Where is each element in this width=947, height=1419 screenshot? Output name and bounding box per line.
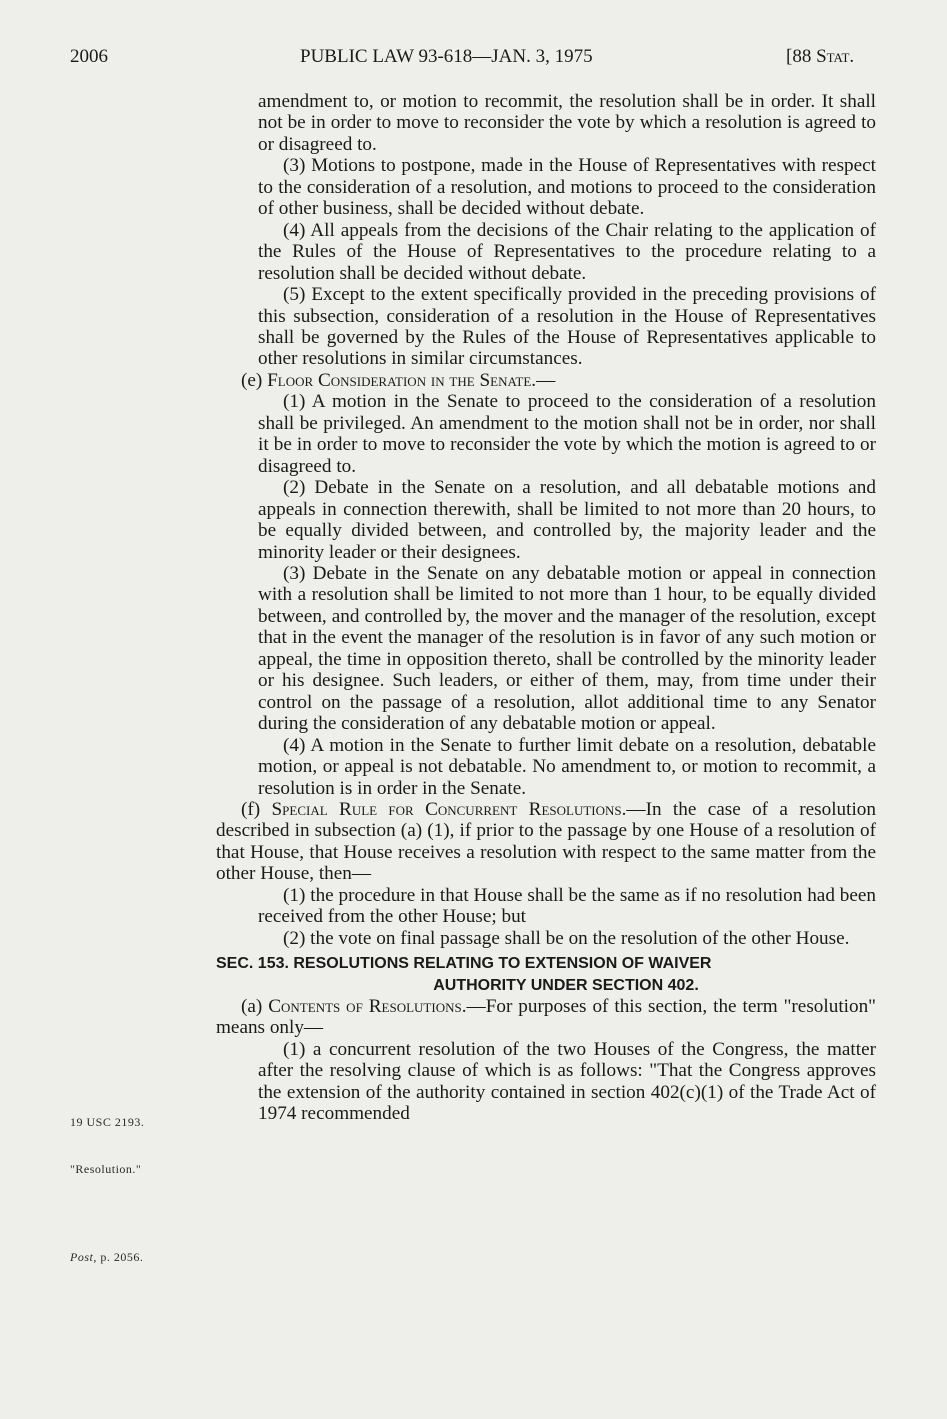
margin-note-post: Post, p. 2056.	[70, 1250, 144, 1264]
paragraph-d4: (4) All appeals from the decisions of the Chair relating to the application of the Rules of the House of Representatives to the procedure relating to a resolution shall be decided without debate.	[258, 219, 876, 284]
paragraph-d3: (3) Motions to postpone, made in the House of Representatives with respect to the consideration of a resolution, and motions to proceed to the consideration of other business, shall be decided without debate.	[258, 155, 876, 220]
page-number: 2006	[70, 46, 108, 67]
statute-volume	[786, 46, 854, 68]
paragraph-f2: (2) the vote on final passage shall be on the resolution of the other House.	[283, 927, 850, 949]
paragraph-e2: (2) Debate in the Senate on a resolution, and all debatable motions and appeals in connection therewith, shall be limited to not more than 20 hours, to be equally divided between, and controlled by, the majority leader and the minority leader or their designees.	[258, 477, 876, 563]
statute-abbrev: Stat.	[816, 46, 855, 67]
paragraph-f1: (1) the procedure in that House shall be the same as if no resolution had been received from the other House; but	[258, 884, 876, 928]
subsection-e-heading: (e) Floor Consideration in the Senate.—	[241, 369, 556, 391]
paragraph-e4: (4) A motion in the Senate to further limit debate on a resolution, debatable motion, or appeal is not debatable. No amendment to, or motion to recommit, a resolution is in order in the Senate.	[258, 734, 876, 799]
margin-note-usc: 19 USC 2193.	[70, 1115, 145, 1129]
paragraph-a1: (1) a concurrent resolution of the two Houses of the Congress, the matter after the resolving clause of which is as follows: "That the Congress approves the extension of the authority contained in section 402(c)(1) of the Trade Act of 1974 recommended	[258, 1038, 876, 1125]
margin-note-resolution: "Resolution."	[70, 1162, 142, 1176]
paragraph-e3: (3) Debate in the Senate on any debatable motion or appeal in connection with a resolution shall be limited to not more than 1 hour, to be equally divided between, and controlled by, the mover and the manager of the resolution, except that in the event the manager of the resolution is in favor of any such motion or appeal, the time in opposition thereto, shall be controlled by the minority leader or his designee. Such leaders, or either of them, may, from time under their control on the passage of a resolution, allot additional time to any Senator during the consideration of any debatable motion or appeal.	[258, 562, 876, 735]
paragraph-continuation: amendment to, or motion to recommit, the resolution shall be in order. It shall not be in order to move to reconsider the vote by which a resolution is agreed to or disagreed to.	[258, 91, 876, 155]
section-heading: SEC. 153. RESOLUTIONS RELATING TO EXTENSION OF WAIVER AUTHORITY UNDER SECTION 402.	[216, 955, 712, 994]
running-title: PUBLIC LAW 93-618—JAN. 3, 1975	[300, 46, 593, 67]
subsection-f: (f) Special Rule for Concurrent Resolutions.—In the case of a resolution described in subsection (a) (1), if prior to the passage by one House of a resolution of that House, that House receives a resolution with respect to the same matter from the other House, then—	[216, 798, 876, 885]
main-text	[216, 91, 876, 1125]
subsection-f-title: Special Rule for Concurrent Resolutions.	[271, 798, 627, 820]
paragraph-e1: (1) A motion in the Senate to proceed to the consideration of a resolution shall be privileged. An amendment to the motion shall not be in order, nor shall it be in order to move to reconsider the vote by which the motion is agreed to or disagreed to.	[258, 391, 876, 477]
subsection-a-title: Contents of Resolutions.	[268, 996, 467, 1018]
paragraph-d5: (5) Except to the extent specifically provided in the preceding provisions of this subsection, consideration of a resolution in the House of Representatives shall be governed by the Rules of the House of Representatives applicable to other resolutions in similar circumstances.	[258, 284, 876, 370]
subsection-e-title: Floor Consideration in the Senate.—	[267, 369, 556, 391]
statute-bracket: [88	[786, 46, 817, 67]
page-header	[0, 46, 947, 76]
subsection-a: (a) Contents of Resolutions.—For purposes of this section, the term "resolution" means only—	[216, 996, 876, 1039]
